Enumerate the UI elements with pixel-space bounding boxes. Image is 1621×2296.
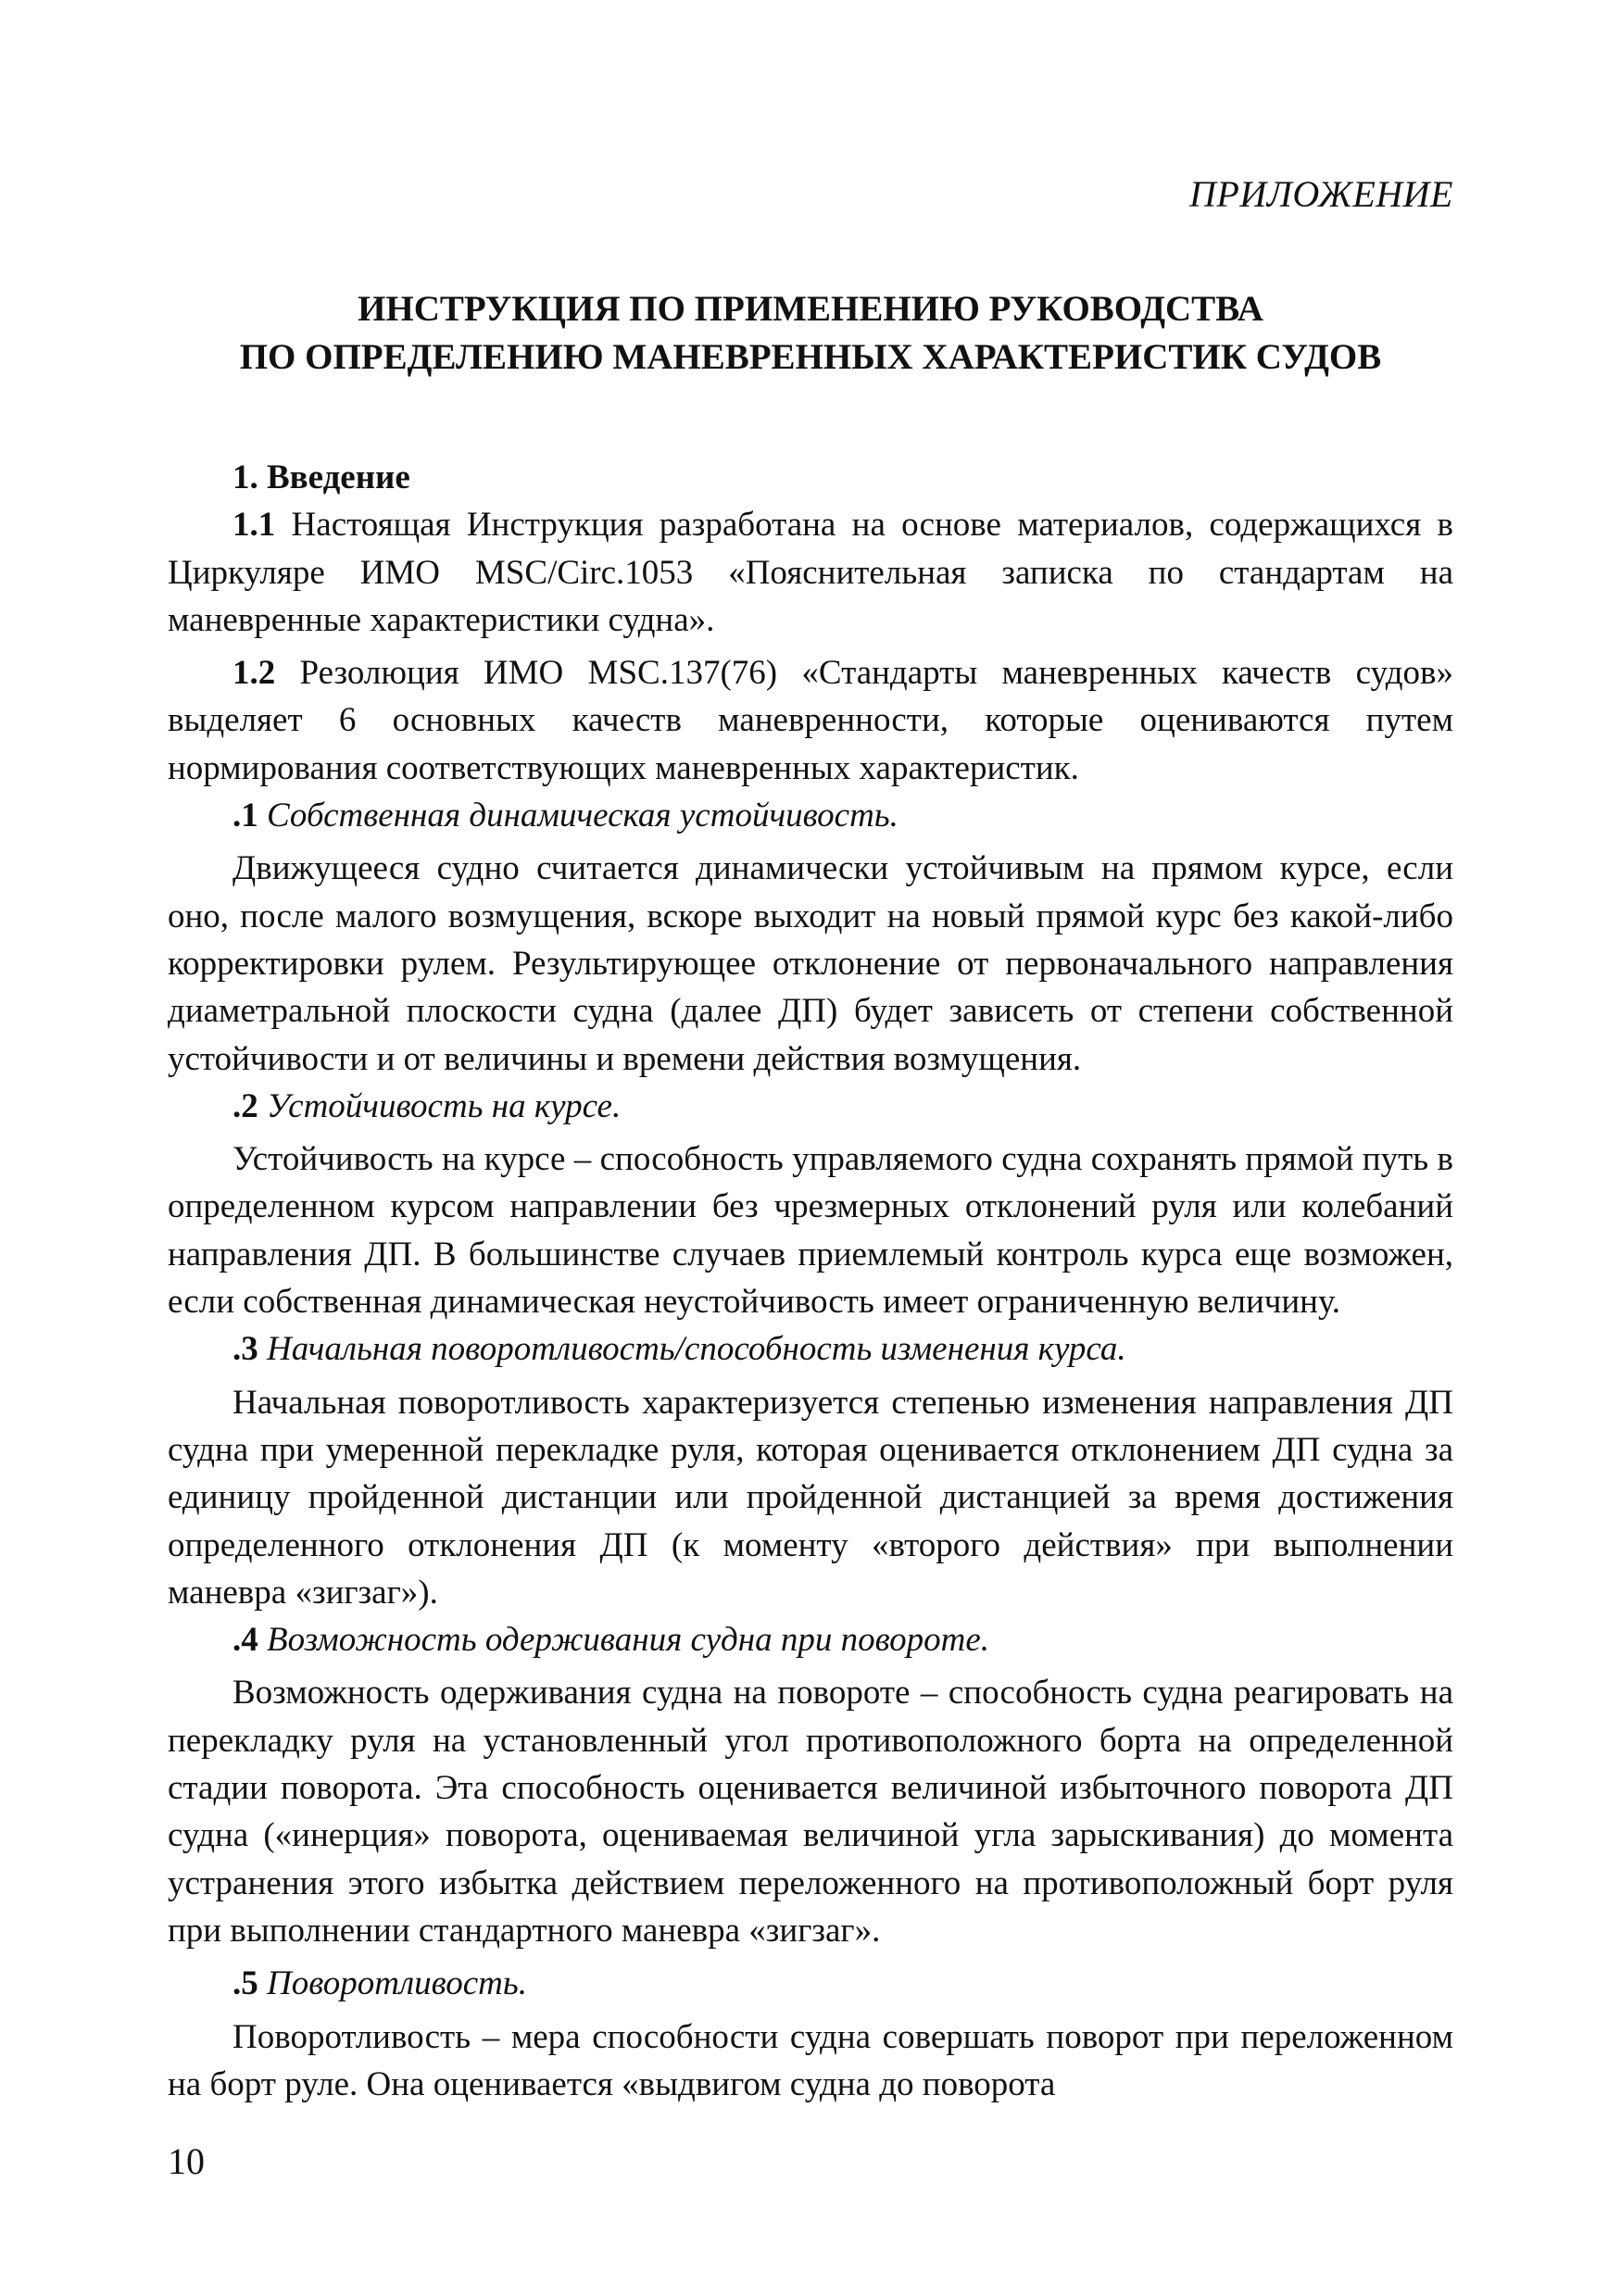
item-text-5: Поворотливость – мера способности судна совершать поворот при переложенном на борт руле. Она оценивается «выдвигом судна до поворота	[168, 2017, 1453, 2103]
paragraph-1-1	[168, 501, 1453, 644]
item-text-1: Движущееся судно считается динамически устойчивым на прямом курсе, если оно, после малого возмущения, вскоре выходит на новый прямой курс без какой-либо корректировки рулем. Результирующее отклонение от первоначального направления диаметральной плоскости судна (далее ДП) будет зависеть от степени собственной устойчивости и от величины и времени действия возмущения.	[168, 849, 1453, 1078]
item-number: .5	[232, 1964, 258, 2003]
document-body	[168, 454, 1453, 2108]
item-heading-3	[168, 1325, 1453, 1373]
paragraph-text: Настоящая Инструкция разработана на основе материалов, содержащихся в Циркуляре ИМО MSC/Circ.1053 «Пояснительная записка по стандартам на маневренные характеристики судна».	[168, 506, 1454, 639]
paragraph-number: 1.1	[232, 506, 276, 545]
item-number: .3	[232, 1330, 258, 1369]
paragraph-text: Резолюция ИМО MSC.137(76) «Стандарты маневренных качеств судов» выделяет 6 основных качеств маневренности, которые оцениваются путем нормирования соответствующих маневренных характеристик.	[168, 654, 1454, 787]
item-title: Собственная динамическая устойчивость.	[267, 797, 898, 835]
title-line-2: ПО ОПРЕДЕЛЕНИЮ МАНЕВРЕННЫХ ХАРАКТЕРИСТИК СУДОВ	[239, 337, 1382, 377]
item-number: .4	[232, 1621, 258, 1660]
item-number: .2	[232, 1086, 258, 1125]
item-text-2: Устойчивость на курсе – способность управляемого судна сохранять прямой путь в определенном курсом направлении без чрезмерных отклонений руля или колебаний направления ДП. В большинстве случаев приемлемый контроль курса еще возможен, если собственная динамическая неустойчивость имеет ограниченную величину.	[168, 1140, 1453, 1322]
item-title: Начальная поворотливость/способность изменения курса.	[267, 1330, 1126, 1369]
item-heading-4	[168, 1616, 1453, 1663]
page-number: 10	[168, 2140, 205, 2182]
paragraph-1-2	[168, 649, 1453, 792]
item-number: .1	[232, 797, 258, 835]
item-heading-5	[168, 1960, 1453, 2007]
appendix-label: ПРИЛОЖЕНИЕ	[1189, 173, 1453, 215]
title-line-1: ИНСТРУКЦИЯ ПО ПРИМЕНЕНИЮ РУКОВОДСТВА	[358, 289, 1263, 329]
document-title	[139, 285, 1482, 382]
item-title: Поворотливость.	[267, 1964, 527, 2003]
item-heading-1	[168, 792, 1453, 839]
section-heading: 1. Введение	[232, 458, 410, 496]
item-title: Возможность одерживания судна при повороте.	[267, 1621, 990, 1660]
paragraph-number: 1.2	[232, 654, 276, 693]
item-text-3: Начальная поворотливость характеризуется степенью изменения направления ДП судна при умеренной перекладке руля, которая оценивается отклонением ДП судна за единицу пройденной дистанции или пройденной дистанцией за время достижения определенного отклонения ДП (к моменту «второго действия» при выполнении маневра «зигзаг»).	[168, 1383, 1453, 1612]
item-text-4: Возможность одерживания судна на повороте – способность судна реагировать на перекладку руля на установленный угол противоположного борта на определенной стадии поворота. Эта способность оценивается величиной избыточного поворота ДП судна («инерция» поворота, оцениваемая величиной угла зарыскивания) до момента устранения этого избытка действием переложенного на противоположный борт руля при выполнении стандартного маневра «зигзаг».	[168, 1674, 1453, 1950]
item-heading-2	[168, 1083, 1453, 1130]
item-title: Устойчивость на курсе.	[267, 1086, 622, 1125]
